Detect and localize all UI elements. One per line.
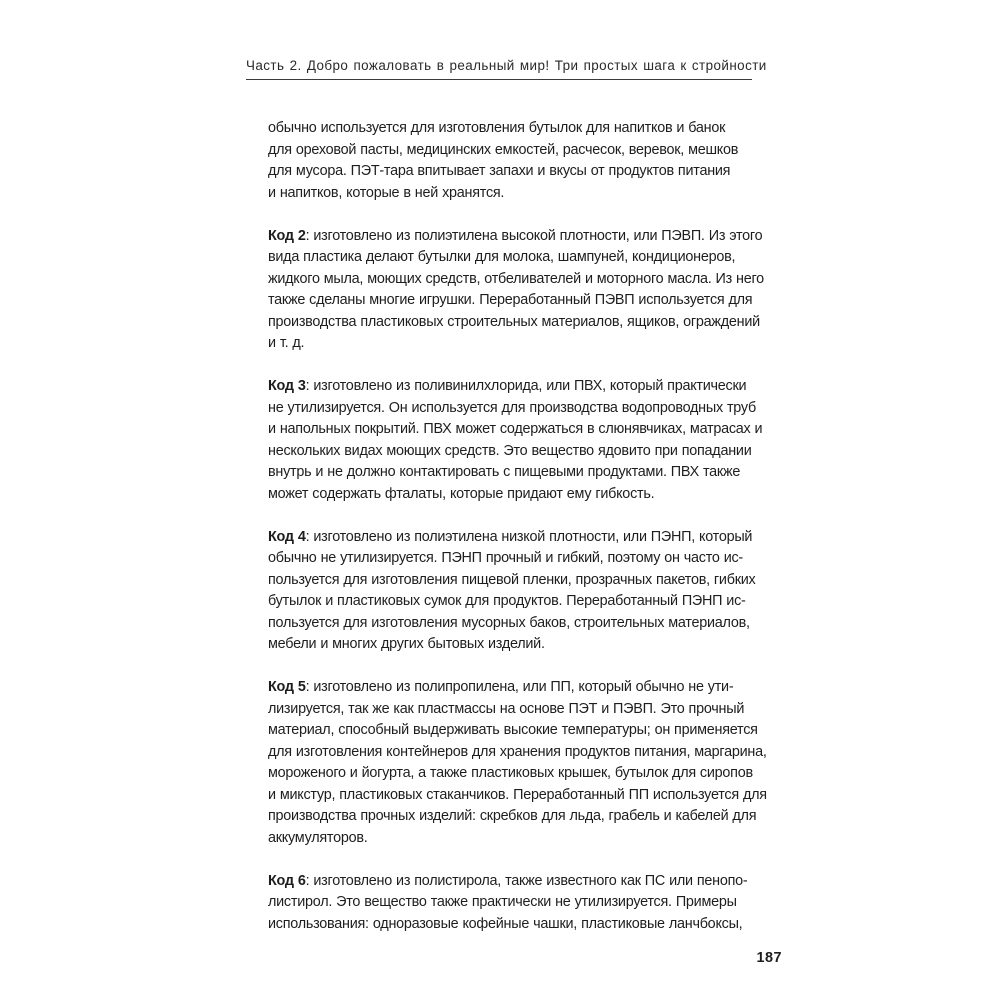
text-line: может содержать фталаты, которые придают ему гибкость.	[268, 485, 655, 502]
text-line-rest: : изготовлено из полипропилена, или ПП, который обычно не ути-	[305, 679, 734, 695]
text-line-rest: : изготовлено из полистирола, также известного как ПС или пенопо-	[305, 872, 748, 889]
text-line: использования: одноразовые кофейные чашки, пластиковые ланчбоксы,	[268, 915, 743, 932]
text-line: листирол. Это вещество также практически не утилизируется. Примеры	[268, 894, 737, 910]
text-line: и напольных покрытий. ПВХ может содержаться в слюнявчиках, матрасах и	[268, 421, 763, 437]
text-line: аккумуляторов.	[268, 829, 368, 846]
text-line-rest: : изготовлено из поливинилхлорида, или ПВХ, который практически	[305, 378, 747, 394]
text-line: для изготовления контейнеров для хранения продуктов питания, маргарина,	[268, 743, 767, 760]
body-text	[268, 118, 767, 957]
text-line: мебели и многих других бытовых изделий.	[268, 636, 545, 652]
text-line: вида пластика делают бутылки для молока, шампуней, кондиционеров,	[268, 249, 736, 265]
running-header: Часть 2. Добро пожаловать в реальный мир! Три простых шага к стройности	[246, 58, 767, 73]
code-label: Код 6	[268, 872, 306, 889]
text-line: пользуется для изготовления пищевой пленки, прозрачных пакетов, гибких	[268, 571, 756, 588]
text-line: обычно используется для изготовления бутылок для напитков и банок	[268, 120, 726, 136]
text-line-rest: : изготовлено из полиэтилена низкой плотности, или ПЭНП, который	[305, 528, 753, 545]
paragraph-code-2	[268, 226, 764, 355]
paragraph-continuation	[268, 118, 739, 204]
text-line: для ореховой пасты, медицинских емкостей, расчесок, веревок, мешков	[268, 141, 739, 158]
text-line: лизируется, так же как пластмассы на основе ПЭТ и ПЭВП. Это прочный	[268, 700, 745, 717]
text-line: и микстур, пластиковых стаканчиков. Переработанный ПП используется для	[268, 786, 767, 803]
text-line: внутрь и не должно контактировать с пищевыми продуктами. ПВХ также	[268, 464, 741, 480]
text-line: для мусора. ПЭТ-тара впитывает запахи и вкусы от продуктов питания	[268, 163, 731, 179]
text-line: жидкого мыла, моющих средств, отбеливателей и моторного масла. Из него	[268, 270, 764, 287]
text-line: не утилизируется. Он используется для производства водопроводных труб	[268, 399, 756, 416]
paragraph-code-4	[268, 527, 756, 656]
code-label: Код 4	[268, 528, 306, 545]
text-line: пользуется для изготовления мусорных баков, строительных материалов,	[268, 614, 750, 631]
text-line	[268, 376, 747, 398]
text-line: материал, способный выдерживать высокие температуры; он применяется	[268, 722, 758, 738]
text-line: бутылок и пластиковых сумок для продуктов. Переработанный ПЭНП ис-	[268, 593, 746, 609]
paragraph-code-3	[268, 376, 763, 505]
text-line: также сделаны многие игрушки. Переработанный ПЭВП используется для	[268, 292, 753, 308]
header-rule	[246, 79, 752, 80]
code-label: Код 3	[268, 378, 306, 394]
paragraph-code-6	[268, 871, 748, 936]
page-number: 187	[756, 950, 782, 966]
paragraph-code-5	[268, 677, 767, 849]
text-line	[268, 677, 734, 699]
text-line: мороженого и йогурта, а также пластиковых крышек, бутылок для сиропов	[268, 765, 753, 781]
code-label: Код 5	[268, 679, 306, 695]
code-label: Код 2	[268, 227, 306, 244]
text-line: обычно не утилизируется. ПЭНП прочный и гибкий, поэтому он часто ис-	[268, 550, 743, 566]
text-line: нескольких видах моющих средств. Это вещество ядовито при попадании	[268, 442, 752, 459]
text-line: и т. д.	[268, 335, 305, 351]
text-line	[268, 871, 748, 893]
text-line	[268, 527, 753, 549]
text-line: производства пластиковых строительных материалов, ящиков, ограждений	[268, 313, 760, 330]
text-line-rest: : изготовлено из полиэтилена высокой плотности, или ПЭВП. Из этого	[305, 227, 763, 244]
text-line: и напитков, которые в ней хранятся.	[268, 184, 505, 201]
text-line: производства прочных изделий: скребков для льда, грабель и кабелей для	[268, 808, 757, 824]
text-line	[268, 226, 763, 248]
